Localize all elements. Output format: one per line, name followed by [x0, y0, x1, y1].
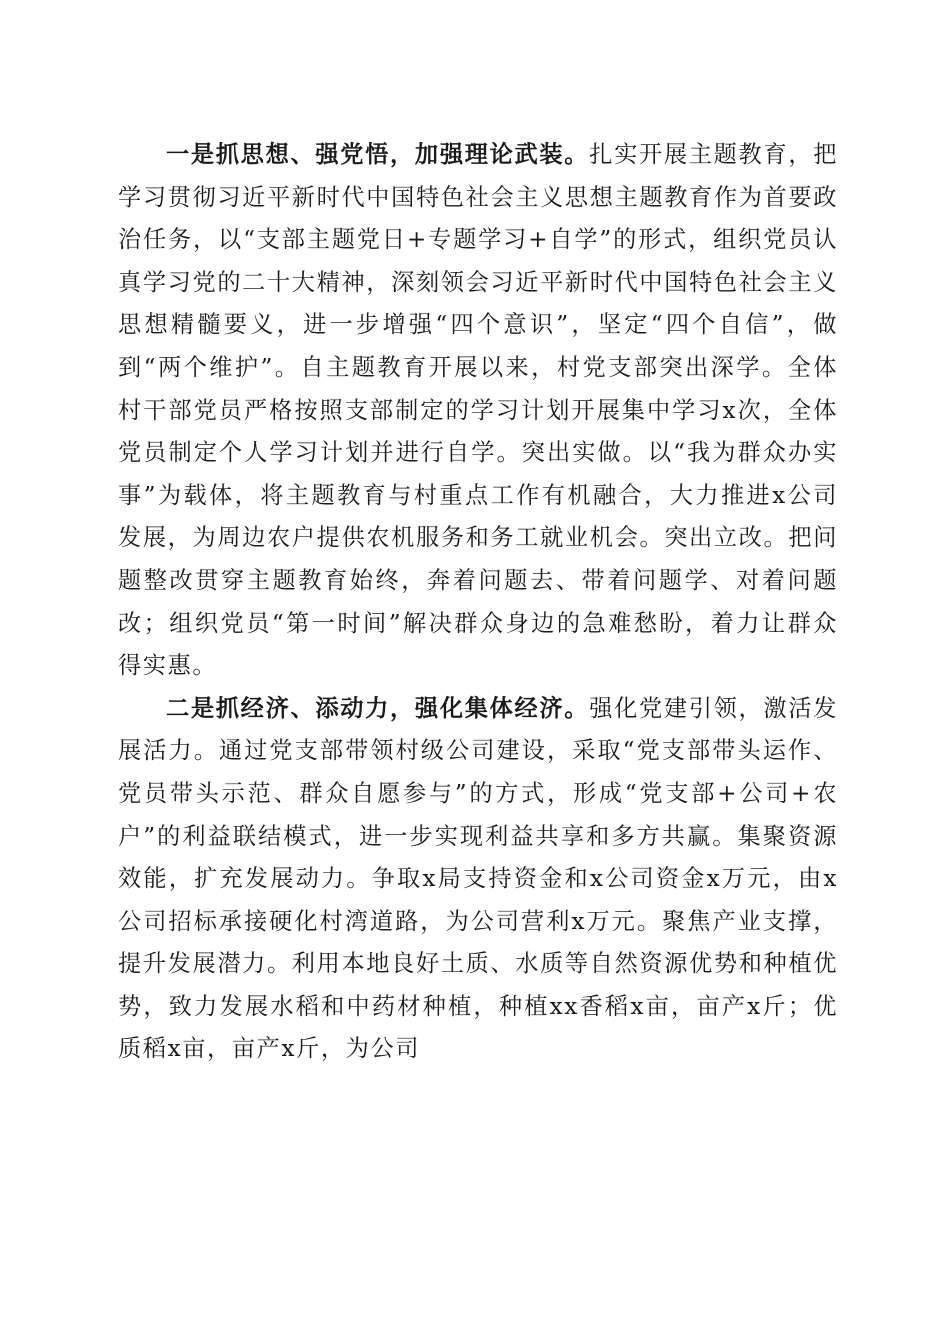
- paragraph-2-lead: 二是抓经济、添动力，强化集体经济。: [166, 694, 590, 722]
- paragraph-2: [118, 688, 838, 1071]
- paragraph-1-body: 扎实开展主题教育，把学习贯彻习近平新时代中国特色社会主义思想主题教育作为首要政治任务，以“支部主题党日+专题学习+自学”的形式，组织党员认真学习党的二十大精神，深刻领会习近平新时代中国特色社会主义思想精髓要义，进一步增强“四个意识”，坚定“四个自信”，做到“两个维护”。自主题教育开展以来，村党支部突出深学。全体村干部党员严格按照支部制定的学习计划开展集中学习x次，全体党员制定个人学习计划并进行自学。突出实做。以“我为群众办实事”为载体，将主题教育与村重点工作有机融合，大力推进x公司发展，为周边农户提供农机服务和务工就业机会。突出立改。把问题整改贯穿主题教育始终，奔着问题去、带着问题学、对着问题改；组织党员“第一时间”解决群众身边的急难愁盼，着力让群众得实惠。: [118, 141, 839, 680]
- document-body: [118, 134, 838, 1071]
- paragraph-2-body: 强化党建引领，激活发展活力。通过党支部带领村级公司建设，采取“党支部带头运作、党员带头示范、群众自愿参与”的方式，形成“党支部+公司+农户”的利益联结模式，进一步实现利益共享和多方共赢。集聚资源效能，扩充发展动力。争取x局支持资金和x公司资金x万元，由x公司招标承接硬化村湾道路，为公司营利x万元。聚焦产业支撑，提升发展潜力。利用本地良好土质、水质等自然资源优势和种植优势，致力发展水稻和中药材种植，种植xx香稻x亩，亩产x斤；优质稻x亩，亩产x斤，为公司: [118, 694, 839, 1063]
- paragraph-1: [118, 134, 838, 688]
- paragraph-1-lead: 一是抓思想、强党悟，加强理论武装。: [166, 141, 590, 168]
